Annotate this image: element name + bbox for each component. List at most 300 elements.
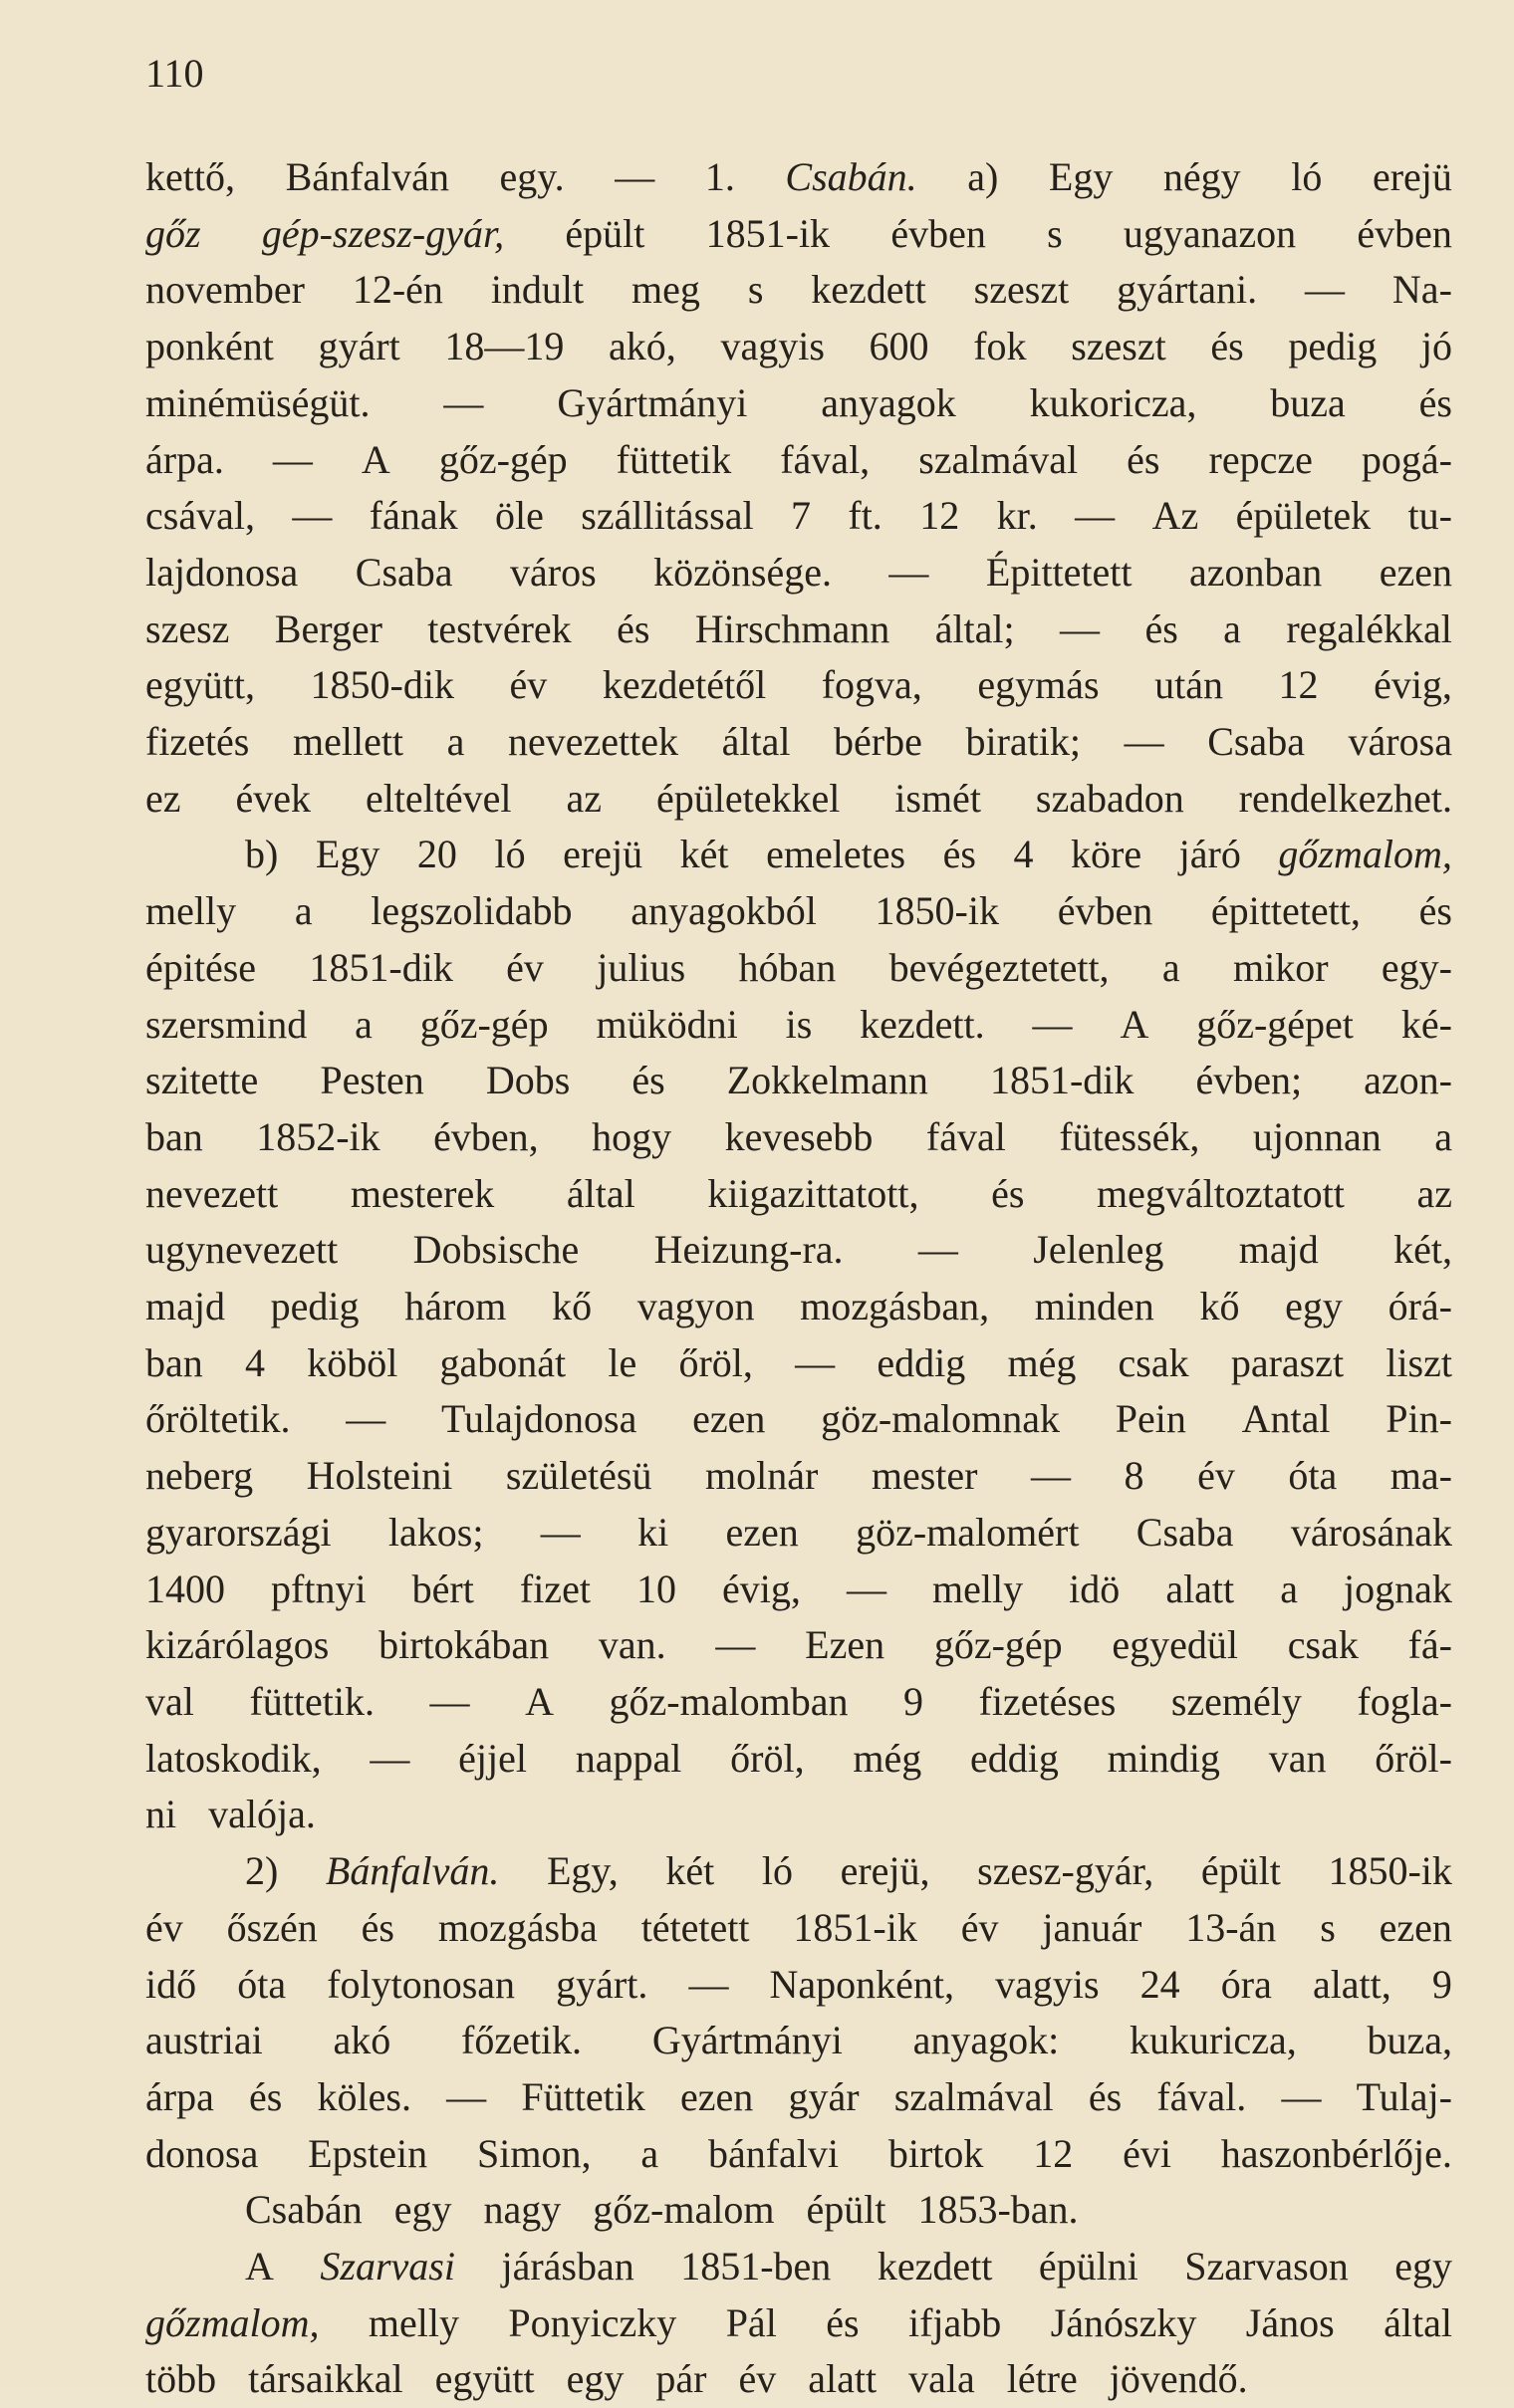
- word: Heizung-ra.: [653, 1227, 844, 1273]
- word: ft.: [848, 493, 883, 539]
- word: 1851-ben: [680, 2244, 832, 2289]
- word: város: [510, 549, 597, 595]
- word: kevesebb: [724, 1113, 874, 1159]
- word: után: [1154, 662, 1223, 708]
- word: buza,: [1367, 2018, 1452, 2063]
- word: két,: [1393, 1227, 1452, 1273]
- word: és: [826, 2299, 860, 2345]
- word: 7: [790, 493, 811, 539]
- word: neberg: [145, 1453, 254, 1499]
- word: pár: [655, 2356, 707, 2402]
- word: három: [404, 1284, 507, 1329]
- text-line: [145, 1957, 1452, 2014]
- word: Bánfalván.: [325, 1848, 500, 1894]
- word: 1852-ik: [256, 1113, 380, 1159]
- word: füttetik.: [249, 1678, 375, 1724]
- word: Antal: [1241, 1396, 1331, 1442]
- text-line: [145, 2351, 1452, 2408]
- word: a: [446, 719, 465, 765]
- word: alatt: [808, 2356, 878, 2402]
- word: gőzmalom,: [1278, 832, 1452, 877]
- word: ezen: [1379, 549, 1452, 595]
- word: Ezen: [805, 1622, 885, 1668]
- word: Dobsische: [412, 1227, 580, 1273]
- word: ifjabb: [907, 2299, 1002, 2345]
- word: —: [615, 154, 655, 199]
- word: még: [1007, 1339, 1077, 1385]
- word: óta: [237, 1961, 287, 2007]
- word: anyagok: [821, 379, 956, 425]
- word: 1851-ik: [793, 1904, 917, 1950]
- word: rendelkezhet.: [1238, 775, 1452, 821]
- word: paraszt: [1230, 1339, 1345, 1385]
- word: ponként: [145, 324, 274, 369]
- word: vagyon: [636, 1284, 755, 1329]
- word: városának: [1290, 1509, 1452, 1555]
- word: évben,: [433, 1113, 539, 1159]
- word: épitése: [145, 944, 257, 990]
- word: —: [846, 1565, 886, 1611]
- word: Füttetik: [521, 2073, 645, 2119]
- word: 2): [245, 1848, 279, 1894]
- word: a: [1161, 944, 1180, 990]
- word: fütessék,: [1059, 1113, 1200, 1159]
- word: fogva,: [821, 662, 922, 708]
- word: Tulaj-: [1356, 2073, 1452, 2119]
- word: —: [688, 1961, 729, 2007]
- word: szállitással: [581, 493, 754, 539]
- word: Gyártmányi: [651, 2018, 843, 2063]
- word: évi: [1123, 2130, 1171, 2176]
- word: —: [1060, 605, 1101, 651]
- word: kő: [552, 1284, 593, 1329]
- word: szalmával: [918, 436, 1079, 482]
- text-line: [145, 940, 1452, 997]
- page-number: 110: [145, 51, 204, 96]
- word: göz-malomért: [856, 1509, 1080, 1555]
- word: szabadon: [1035, 775, 1184, 821]
- word: kezdett: [811, 267, 926, 313]
- word: ujonnan: [1252, 1113, 1382, 1159]
- word: 4: [244, 1339, 265, 1385]
- word: év: [145, 1904, 183, 1950]
- text-line: [145, 827, 1452, 883]
- word: bérbe: [834, 719, 922, 765]
- word: kukuricza,: [1130, 2018, 1297, 2063]
- word: Holsteini: [306, 1453, 453, 1499]
- word: gyártani.: [1117, 267, 1258, 313]
- word: gőz-gép: [438, 436, 568, 482]
- text-line: [145, 375, 1452, 432]
- word: a): [967, 154, 999, 199]
- word: őröl,: [730, 1735, 805, 1781]
- word: kezdett: [877, 2244, 993, 2289]
- word: nagy: [483, 2187, 562, 2233]
- word: tu-: [1407, 493, 1452, 539]
- word: az: [566, 775, 602, 821]
- word: Simon,: [477, 2130, 592, 2176]
- word: vagyis: [995, 1961, 1100, 2007]
- word: erejü: [1372, 154, 1452, 199]
- word: Bánfalván: [285, 154, 449, 199]
- word: és: [361, 1904, 394, 1950]
- word: kezdett.: [860, 1001, 985, 1047]
- word: mozgásba: [437, 1904, 598, 1950]
- word: városa: [1348, 719, 1452, 765]
- word: —: [1124, 719, 1164, 765]
- word: szeszt: [973, 267, 1070, 313]
- word: 1851-ik: [705, 210, 831, 256]
- word: 24: [1139, 1961, 1180, 2007]
- word: gép-szesz-gyár,: [261, 210, 505, 256]
- text-line: [145, 602, 1452, 658]
- word: által;: [934, 605, 1015, 651]
- word: hogy: [592, 1113, 672, 1159]
- word: is: [785, 1001, 813, 1047]
- word: gőz-gépet: [1196, 1001, 1354, 1047]
- word: 1.: [704, 154, 735, 199]
- text-line: [145, 1222, 1452, 1279]
- word: évben: [1057, 888, 1153, 934]
- word: Pin-: [1386, 1396, 1452, 1442]
- word: fizetéses: [978, 1678, 1117, 1724]
- word: Épittetett: [985, 549, 1133, 595]
- word: a: [1280, 1565, 1298, 1611]
- word: fának: [369, 493, 458, 539]
- word: és: [942, 832, 976, 877]
- word: főzetik.: [461, 2018, 583, 2063]
- word: együtt: [434, 2356, 535, 2402]
- word: csak: [1118, 1339, 1189, 1385]
- word: 1850-ik: [875, 888, 999, 934]
- text-line: [145, 2239, 1452, 2295]
- word: —: [346, 1396, 386, 1442]
- word: egy: [566, 2356, 625, 2402]
- word: gyárt: [318, 324, 400, 369]
- word: és: [1088, 2073, 1123, 2119]
- word: kiigazittatott,: [707, 1170, 919, 1216]
- word: 1850-ik: [1328, 1848, 1452, 1894]
- word: 20: [416, 832, 457, 877]
- word: pedig: [1288, 324, 1378, 369]
- word: repcze: [1208, 436, 1313, 482]
- word: fával,: [780, 436, 871, 482]
- word: —: [540, 1509, 581, 1555]
- text-line: [145, 1166, 1452, 1223]
- word: —: [888, 549, 929, 595]
- word: szeszt: [1071, 324, 1166, 369]
- word: göz-malomnak: [821, 1396, 1061, 1442]
- word: társaikkal: [248, 2356, 403, 2402]
- word: ban: [145, 1339, 203, 1385]
- word: anyagokból: [631, 888, 817, 934]
- word: indult: [490, 267, 585, 313]
- word: mesterek: [350, 1170, 495, 1216]
- word: A: [361, 436, 390, 482]
- word: azon-: [1364, 1058, 1452, 1103]
- word: minémüségüt.: [145, 379, 371, 425]
- word: kr.: [996, 493, 1038, 539]
- word: —: [917, 1227, 958, 1273]
- word: —: [1281, 2073, 1322, 2119]
- word: gőz-gép: [933, 1622, 1063, 1668]
- word: őröl,: [678, 1339, 753, 1385]
- word: ni: [145, 1792, 177, 1837]
- word: a: [640, 2130, 659, 2176]
- word: jognak: [1344, 1565, 1452, 1611]
- word: valója.: [208, 1792, 316, 1837]
- word: gyár: [788, 2073, 860, 2119]
- text-line: [145, 2013, 1452, 2069]
- word: s: [1320, 1904, 1336, 1950]
- word: által: [1384, 2299, 1452, 2345]
- word: öle: [495, 493, 544, 539]
- word: meg: [631, 267, 700, 313]
- word: szalmával: [893, 2073, 1054, 2119]
- word: nevezett: [145, 1170, 279, 1216]
- word: s: [1047, 210, 1063, 256]
- word: folytonosan: [327, 1961, 516, 2007]
- word: melly: [368, 2299, 459, 2345]
- word: ez: [145, 775, 181, 821]
- word: anyagok:: [912, 2018, 1060, 2063]
- word: —: [370, 1735, 410, 1781]
- text-line: [145, 657, 1452, 714]
- word: buza: [1270, 379, 1346, 425]
- word: épittetett,: [1210, 888, 1361, 934]
- word: Pein: [1115, 1396, 1186, 1442]
- text-line: [145, 1448, 1452, 1505]
- word: 13-án: [1185, 1904, 1277, 1950]
- word: szitette: [145, 1058, 259, 1103]
- word: —: [443, 379, 484, 425]
- word: s: [747, 267, 764, 313]
- word: biratik;: [965, 719, 1081, 765]
- text-line: [145, 1053, 1452, 1109]
- word: fá-: [1407, 1622, 1452, 1668]
- word: órá-: [1388, 1284, 1452, 1329]
- word: Jelenleg: [1033, 1227, 1164, 1273]
- word: mindig: [1107, 1735, 1220, 1781]
- word: és: [1418, 379, 1452, 425]
- word: kizárólagos: [145, 1622, 330, 1668]
- word: emeletes: [766, 832, 906, 877]
- word: és: [631, 1058, 665, 1103]
- word: egy: [393, 2187, 452, 2233]
- word: 4: [1013, 832, 1034, 877]
- word: Gyártmányi: [557, 379, 748, 425]
- word: val: [145, 1678, 194, 1724]
- word: szesz-gyár,: [977, 1848, 1154, 1894]
- word: Csabán.: [785, 154, 917, 199]
- word: azonban: [1188, 549, 1323, 595]
- word: vala: [908, 2356, 975, 2402]
- word: regalékkal: [1286, 605, 1452, 651]
- word: 1853-ban.: [917, 2187, 1079, 2233]
- word: évben: [1357, 210, 1452, 256]
- word: ló: [1291, 154, 1323, 199]
- word: gőz-malom: [593, 2187, 775, 2233]
- word: 1850-dik: [310, 662, 454, 708]
- word: köre: [1071, 832, 1142, 877]
- word: év: [1197, 1453, 1235, 1499]
- word: —: [1305, 267, 1346, 313]
- text-line: [145, 545, 1452, 602]
- word: donosa: [145, 2130, 259, 2176]
- word: óra: [1220, 1961, 1272, 2007]
- word: évig,: [1374, 662, 1452, 708]
- word: Csaba: [355, 549, 453, 595]
- word: kettő,: [145, 154, 235, 199]
- word: Pesten: [320, 1058, 424, 1103]
- word: ban: [145, 1113, 203, 1159]
- word: közönsége.: [653, 549, 832, 595]
- word: és: [1210, 324, 1244, 369]
- word: épületekkel: [655, 775, 841, 821]
- word: nevezettek: [508, 719, 678, 765]
- word: Egy: [315, 832, 380, 877]
- word: egymás: [977, 662, 1100, 708]
- word: 9: [1431, 1961, 1452, 2007]
- word: árpa.: [145, 436, 224, 482]
- word: —: [1032, 1001, 1073, 1047]
- word: van: [1268, 1735, 1327, 1781]
- word: Jánószky: [1050, 2299, 1197, 2345]
- word: év: [509, 662, 548, 708]
- word: elteltével: [365, 775, 512, 821]
- word: Szarvason: [1184, 2244, 1349, 2289]
- word: van.: [598, 1622, 666, 1668]
- text-line: [145, 1562, 1452, 1618]
- word: lakos;: [387, 1509, 484, 1555]
- word: évben: [890, 210, 986, 256]
- word: b): [245, 832, 279, 877]
- word: fával: [925, 1113, 1006, 1159]
- word: egyedül: [1112, 1622, 1239, 1668]
- text-line: [145, 1900, 1452, 1957]
- word: ugynevezett: [145, 1227, 339, 1273]
- word: ugyanazon: [1123, 210, 1297, 256]
- word: mester: [871, 1453, 978, 1499]
- word: austriai: [145, 2018, 263, 2063]
- word: legszolidabb: [371, 888, 573, 934]
- word: liszt: [1386, 1339, 1452, 1385]
- word: ezen: [679, 2073, 754, 2119]
- word: és: [1418, 888, 1452, 934]
- word: ki: [637, 1509, 669, 1555]
- word: birtok: [887, 2130, 984, 2176]
- word: kezdetétől: [602, 662, 767, 708]
- text-line: [145, 2182, 1452, 2239]
- text-line: [145, 1843, 1452, 1900]
- word: épült: [806, 2187, 886, 2233]
- word: 12: [919, 493, 960, 539]
- word: köles.: [317, 2073, 411, 2119]
- word: 1400: [145, 1565, 225, 1611]
- word: évek: [235, 775, 311, 821]
- word: őröltetik.: [145, 1396, 291, 1442]
- word: mellett: [292, 719, 404, 765]
- word: 10: [635, 1565, 676, 1611]
- text-line: [145, 997, 1452, 1054]
- word: ma-: [1389, 1453, 1452, 1499]
- word: testvérek: [427, 605, 572, 651]
- word: Na-: [1391, 267, 1452, 313]
- word: szesz: [145, 605, 230, 651]
- word: megváltoztatott: [1097, 1170, 1345, 1216]
- word: mikor: [1232, 944, 1329, 990]
- text-line: [145, 1674, 1452, 1731]
- word: év: [738, 2356, 777, 2402]
- word: által: [566, 1170, 635, 1216]
- word: épülni: [1038, 2244, 1138, 2289]
- word: János: [1245, 2299, 1335, 2345]
- word: melly: [932, 1565, 1024, 1611]
- word: az: [1416, 1170, 1452, 1216]
- word: Az: [1151, 493, 1199, 539]
- word: Zokkelmann: [726, 1058, 928, 1103]
- text-line: [145, 488, 1452, 545]
- word: jövendő.: [1109, 2356, 1248, 2402]
- word: Csaba: [1207, 719, 1305, 765]
- word: melly: [145, 888, 237, 934]
- word: latoskodik,: [145, 1735, 322, 1781]
- word: ezen: [725, 1509, 799, 1555]
- text-line: [145, 1505, 1452, 1562]
- word: és: [991, 1170, 1025, 1216]
- word: nappal: [575, 1735, 682, 1781]
- word: több: [145, 2356, 217, 2402]
- word: Hirschmann: [694, 605, 890, 651]
- word: gőz-gép: [419, 1001, 549, 1047]
- text-line: [145, 2295, 1452, 2352]
- word: létre: [1006, 2356, 1078, 2402]
- text-line: [145, 319, 1452, 375]
- word: gőz: [145, 210, 201, 256]
- word: együtt,: [145, 662, 255, 708]
- text-line: [145, 714, 1452, 771]
- word: épületek: [1235, 493, 1372, 539]
- word: molnár: [705, 1453, 819, 1499]
- word: által: [721, 719, 791, 765]
- text-line: [145, 432, 1452, 489]
- word: akó,: [609, 324, 676, 369]
- word: és: [1127, 436, 1160, 482]
- word: alatt: [1165, 1565, 1235, 1611]
- word: Szarvasi: [320, 2244, 455, 2289]
- word: bért: [411, 1565, 474, 1611]
- word: vagyis: [720, 324, 825, 369]
- word: eddig: [877, 1339, 966, 1385]
- word: egy.: [499, 154, 565, 199]
- word: pedig: [270, 1284, 360, 1329]
- text-line: [145, 1787, 1452, 1843]
- word: éjjel: [458, 1735, 528, 1781]
- word: Naponként,: [769, 1961, 955, 2007]
- word: majd: [1238, 1227, 1319, 1273]
- word: épült: [1200, 1848, 1281, 1894]
- word: november: [145, 267, 305, 313]
- word: óta: [1288, 1453, 1338, 1499]
- word: két: [665, 1848, 715, 1894]
- word: évig,: [722, 1565, 801, 1611]
- word: őszén: [226, 1904, 318, 1950]
- word: a: [294, 888, 313, 934]
- word: bevégeztetett,: [888, 944, 1110, 990]
- word: fával.: [1156, 2073, 1247, 2119]
- word: Csabán: [245, 2187, 363, 2233]
- text-line: [145, 1391, 1452, 1448]
